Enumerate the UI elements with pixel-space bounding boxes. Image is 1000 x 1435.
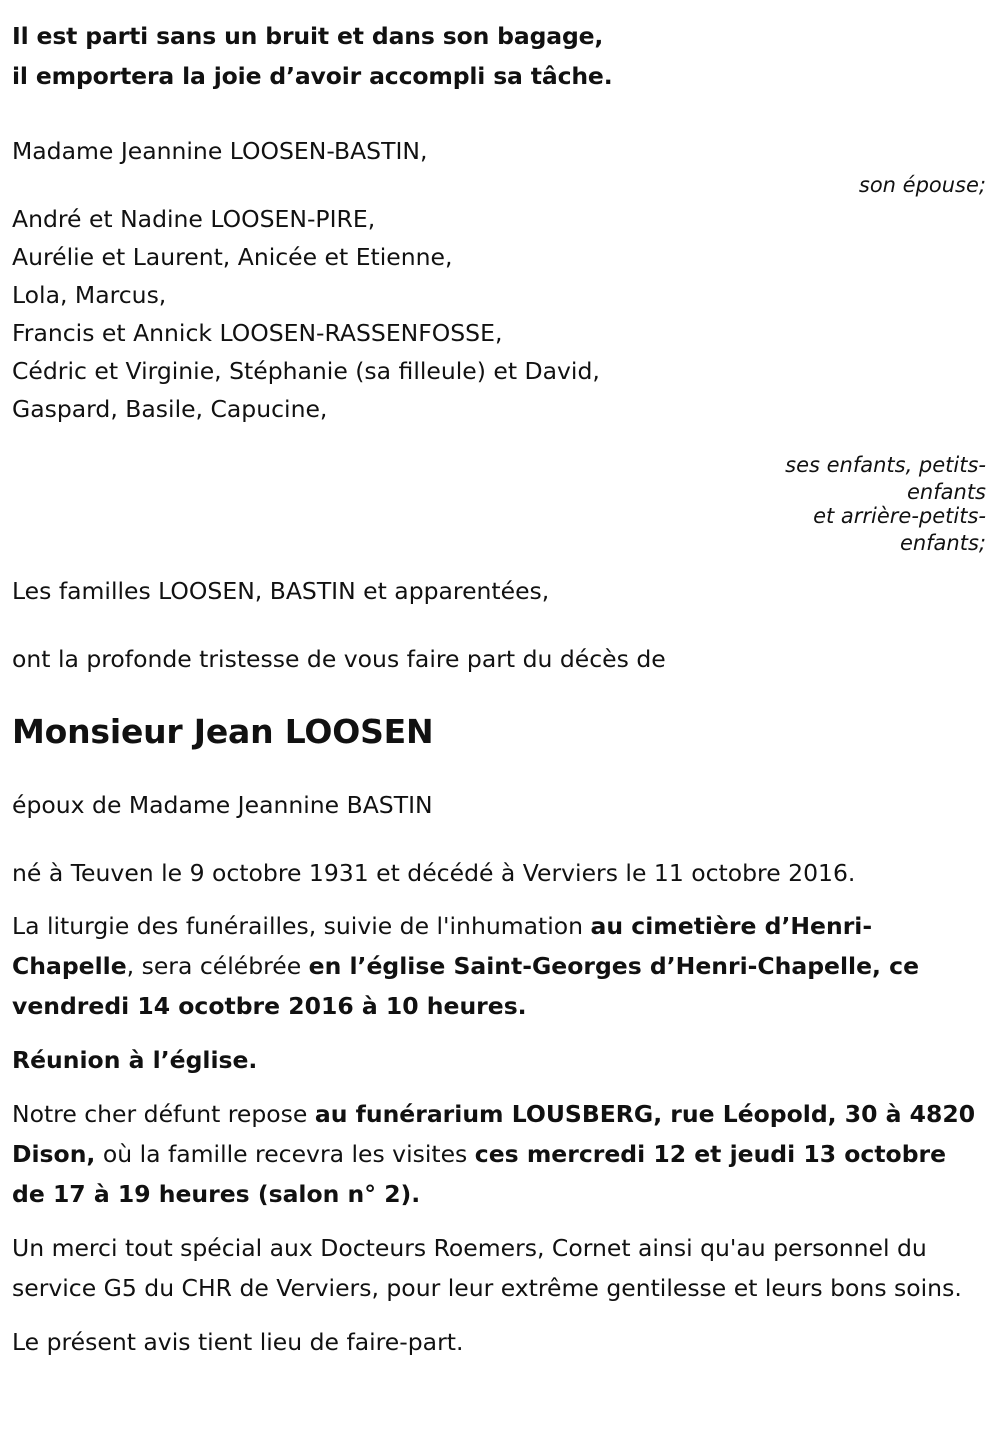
relatives-block (0, 572, 1000, 610)
spacer (0, 558, 1000, 572)
thanks-paragraph: Un merci tout spécial aux Docteurs Roemers, Cornet ainsi qu'au personnel du service G5 du CHR de Verviers, pour leur extrême gentilesse et leurs bons soins. (12, 1234, 962, 1302)
epigraph-line-2: il emportera la joie d’avoir accompli sa tâche. (12, 62, 613, 90)
spacer (0, 610, 1000, 640)
deceased-name: Monsieur Jean LOOSEN (12, 712, 434, 751)
liturgy-block (0, 906, 1000, 1026)
spacer (0, 428, 1000, 450)
family-relation-block (0, 450, 1000, 558)
family-relation-line: enfants (907, 480, 986, 504)
visitation-block (0, 1094, 1000, 1214)
spouse-name: Madame Jeannine LOOSEN-BASTIN, (12, 137, 428, 165)
spacer (0, 756, 1000, 786)
family-name-line: Cédric et Virginie, Stéphanie (sa filleule) et David, (12, 357, 600, 385)
thanks-block (0, 1228, 1000, 1308)
liturgy-bold-church: en l’église Saint-Georges d’Henri-Chapelle, ce vendredi 14 ocotbre 2016 à 10 heures. (12, 952, 920, 1020)
spacer (0, 678, 1000, 708)
meeting-block (0, 1040, 1000, 1080)
liturgy-paragraph (12, 906, 984, 1026)
visitation-bold-funerarium: au funérarium LOUSBERG, rue Léopold, 30 à 4820 Dison, (12, 1100, 976, 1168)
visitation-text-part-1: Notre cher défunt repose (12, 1100, 315, 1128)
birth-death-line: né à Teuven le 9 octobre 1931 et décédé à Verviers le 11 octobre 2016. (12, 859, 856, 887)
spouse-block (0, 132, 1000, 200)
epigraph (0, 0, 1000, 96)
family-relation-line: et arrière-petits- (813, 504, 986, 528)
family-relation-line: enfants; (899, 531, 986, 555)
liturgy-bold-cemetery: au cimetière d’Henri-Chapelle (12, 912, 873, 980)
spacer (0, 1308, 1000, 1322)
visitation-paragraph (12, 1094, 984, 1214)
spacer (0, 824, 1000, 854)
announcement-intro-block (0, 640, 1000, 678)
spouse-of-line: époux de Madame Jeannine BASTIN (12, 791, 433, 819)
relatives-line: Les familles LOOSEN, BASTIN et apparentées, (12, 577, 550, 605)
epigraph-line-1: Il est parti sans un bruit et dans son bagage, (12, 22, 604, 50)
spacer (0, 892, 1000, 906)
spacer (0, 1080, 1000, 1094)
visitation-text-part-2: où la famille recevra les visites (95, 1140, 475, 1168)
family-name-line: André et Nadine LOOSEN-PIRE, (12, 205, 376, 233)
spacer (0, 1214, 1000, 1228)
family-names-block (0, 200, 1000, 428)
liturgy-text-part-1: La liturgie des funérailles, suivie de l'inhumation (12, 912, 591, 940)
spacer (0, 1026, 1000, 1040)
family-name-line: Gaspard, Basile, Capucine, (12, 395, 328, 423)
visitation-bold-hours: ces mercredi 12 et jeudi 13 octobre de 17 à 19 heures (salon n° 2). (12, 1140, 947, 1208)
deceased-name-block (0, 708, 1000, 756)
notice-line: Le présent avis tient lieu de faire-part. (12, 1328, 464, 1356)
birth-death-block (0, 854, 1000, 892)
liturgy-text-part-2: , sera célébrée (126, 952, 309, 980)
announcement-intro: ont la profonde tristesse de vous faire part du décès de (12, 645, 666, 673)
family-name-line: Lola, Marcus, (12, 281, 167, 309)
family-name-line: Francis et Annick LOOSEN-RASSENFOSSE, (12, 319, 503, 347)
spacer (0, 96, 1000, 132)
meeting-line: Réunion à l’église. (12, 1046, 258, 1074)
spouse-relation: son épouse; (858, 173, 986, 197)
family-name-line: Aurélie et Laurent, Anicée et Etienne, (12, 243, 453, 271)
family-relation-line: ses enfants, petits- (785, 453, 986, 477)
notice-block (0, 1322, 1000, 1362)
spouse-of-block (0, 786, 1000, 824)
